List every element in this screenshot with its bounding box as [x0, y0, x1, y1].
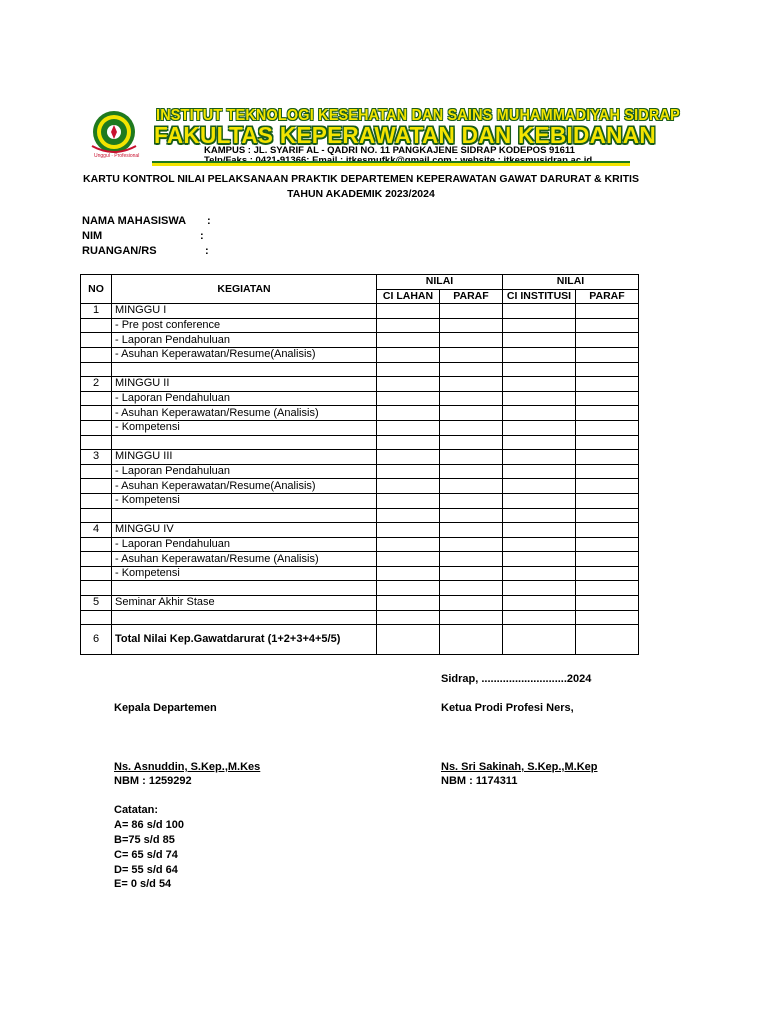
ruangan-colon: :	[205, 245, 209, 257]
row-no	[81, 435, 112, 450]
nim-label: NIM	[82, 230, 103, 242]
ci-lahan-cell[interactable]	[377, 333, 440, 348]
row-no	[81, 391, 112, 406]
ci-institusi-cell[interactable]	[503, 508, 576, 523]
paraf-lahan-cell[interactable]	[440, 377, 503, 392]
row-kegiatan: MINGGU I	[112, 304, 377, 319]
paraf-institusi-cell[interactable]	[576, 318, 639, 333]
ci-institusi-cell[interactable]	[503, 537, 576, 552]
paraf-institusi-cell[interactable]	[576, 450, 639, 465]
paraf-lahan-cell[interactable]	[440, 610, 503, 625]
paraf-lahan-cell[interactable]	[440, 508, 503, 523]
paraf-institusi-cell[interactable]	[576, 566, 639, 581]
ci-institusi-cell[interactable]	[503, 450, 576, 465]
header-paraf-institusi: PARAF	[576, 289, 639, 304]
paraf-lahan-cell[interactable]	[440, 318, 503, 333]
ci-institusi-cell[interactable]	[503, 479, 576, 494]
ci-institusi-cell[interactable]	[503, 420, 576, 435]
table-row	[81, 347, 639, 362]
table-row-total	[81, 625, 639, 655]
header-ci-lahan: CI LAHAN	[377, 289, 440, 304]
row-kegiatan: - Laporan Pendahuluan	[112, 391, 377, 406]
institution-name: INSTITUT TEKNOLOGI KESEHATAN DAN SAINS MUHAMMADIYAH SIDRAP	[156, 107, 680, 124]
row-kegiatan: - Asuhan Keperawatan/Resume (Analisis)	[112, 552, 377, 567]
paraf-lahan-cell[interactable]	[440, 581, 503, 596]
paraf-institusi-cell[interactable]	[576, 347, 639, 362]
row-no: 2	[81, 377, 112, 392]
total-ci-institusi-cell[interactable]	[503, 625, 576, 655]
total-paraf-institusi-cell[interactable]	[576, 625, 639, 655]
paraf-lahan-cell[interactable]	[440, 420, 503, 435]
table-row	[81, 318, 639, 333]
paraf-institusi-cell[interactable]	[576, 493, 639, 508]
table-row	[81, 566, 639, 581]
row-no	[81, 464, 112, 479]
table-row	[81, 333, 639, 348]
total-no: 6	[81, 625, 112, 655]
paraf-lahan-cell[interactable]	[440, 552, 503, 567]
right-signatory-nbm: NBM : 1174311	[441, 775, 518, 787]
paraf-institusi-cell[interactable]	[576, 610, 639, 625]
ci-institusi-cell[interactable]	[503, 610, 576, 625]
row-no: 3	[81, 450, 112, 465]
table-row	[81, 304, 639, 319]
row-kegiatan	[112, 362, 377, 377]
paraf-institusi-cell[interactable]	[576, 479, 639, 494]
paraf-lahan-cell[interactable]	[440, 523, 503, 538]
row-no	[81, 318, 112, 333]
ci-lahan-cell[interactable]	[377, 362, 440, 377]
header-kegiatan: KEGIATAN	[112, 275, 377, 304]
grade-note-b: B=75 s/d 85	[114, 834, 175, 846]
row-no	[81, 333, 112, 348]
table-row	[81, 610, 639, 625]
row-kegiatan: - Asuhan Keperawatan/Resume(Analisis)	[112, 347, 377, 362]
row-no	[81, 552, 112, 567]
ci-lahan-cell[interactable]	[377, 552, 440, 567]
grade-note-e: E= 0 s/d 54	[114, 878, 172, 890]
paraf-lahan-cell[interactable]	[440, 493, 503, 508]
header-paraf-lahan: PARAF	[440, 289, 503, 304]
ci-lahan-cell[interactable]	[377, 596, 440, 611]
ci-institusi-cell[interactable]	[503, 318, 576, 333]
table-row	[81, 537, 639, 552]
paraf-institusi-cell[interactable]	[576, 406, 639, 421]
paraf-lahan-cell[interactable]	[440, 406, 503, 421]
paraf-lahan-cell[interactable]	[440, 304, 503, 319]
paraf-institusi-cell[interactable]	[576, 420, 639, 435]
table-row	[81, 420, 639, 435]
table-row	[81, 435, 639, 450]
row-no	[81, 420, 112, 435]
table-row	[81, 391, 639, 406]
paraf-lahan-cell[interactable]	[440, 537, 503, 552]
table-row	[81, 406, 639, 421]
paraf-lahan-cell[interactable]	[440, 347, 503, 362]
left-signatory-name: Ns. Asnuddin, S.Kep.,M.Kes	[114, 761, 261, 773]
row-kegiatan: - Kompetensi	[112, 493, 377, 508]
table-row	[81, 493, 639, 508]
ci-lahan-cell[interactable]	[377, 406, 440, 421]
row-no: 5	[81, 596, 112, 611]
ci-lahan-cell[interactable]	[377, 479, 440, 494]
table-body	[81, 304, 639, 655]
table-row	[81, 508, 639, 523]
ci-institusi-cell[interactable]	[503, 362, 576, 377]
paraf-institusi-cell[interactable]	[576, 391, 639, 406]
right-signatory-name: Ns. Sri Sakinah, S.Kep.,M.Kep	[441, 761, 598, 773]
row-no	[81, 493, 112, 508]
row-no: 1	[81, 304, 112, 319]
ci-institusi-cell[interactable]	[503, 566, 576, 581]
ci-lahan-cell[interactable]	[377, 391, 440, 406]
row-no: 4	[81, 523, 112, 538]
paraf-lahan-cell[interactable]	[440, 566, 503, 581]
row-no	[81, 566, 112, 581]
row-kegiatan: Seminar Akhir Stase	[112, 596, 377, 611]
ci-institusi-cell[interactable]	[503, 596, 576, 611]
paraf-institusi-cell[interactable]	[576, 304, 639, 319]
nama-mahasiswa-label: NAMA MAHASISWA	[82, 215, 187, 227]
table-row	[81, 377, 639, 392]
paraf-lahan-cell[interactable]	[440, 391, 503, 406]
row-kegiatan: - Asuhan Keperawatan/Resume (Analisis)	[112, 406, 377, 421]
table-row	[81, 581, 639, 596]
ci-lahan-cell[interactable]	[377, 450, 440, 465]
ci-lahan-cell[interactable]	[377, 347, 440, 362]
header-nilai-ci-lahan: NILAI	[377, 275, 503, 290]
row-kegiatan	[112, 581, 377, 596]
nim-colon: :	[200, 230, 204, 242]
nama-colon: :	[207, 215, 211, 227]
ci-lahan-cell[interactable]	[377, 318, 440, 333]
row-no	[81, 537, 112, 552]
ci-lahan-cell[interactable]	[377, 537, 440, 552]
paraf-institusi-cell[interactable]	[576, 552, 639, 567]
table-row	[81, 552, 639, 567]
total-ci-lahan-cell[interactable]	[377, 625, 440, 655]
row-kegiatan	[112, 435, 377, 450]
header-nilai-ci-institusi: NILAI	[503, 275, 639, 290]
ci-institusi-cell[interactable]	[503, 581, 576, 596]
ci-lahan-cell[interactable]	[377, 508, 440, 523]
header-ci-institusi: CI INSTITUSI	[503, 289, 576, 304]
paraf-institusi-cell[interactable]	[576, 377, 639, 392]
paraf-institusi-cell[interactable]	[576, 333, 639, 348]
row-kegiatan: - Kompetensi	[112, 420, 377, 435]
ci-lahan-cell[interactable]	[377, 435, 440, 450]
paraf-institusi-cell[interactable]	[576, 464, 639, 479]
row-kegiatan: - Laporan Pendahuluan	[112, 333, 377, 348]
ci-lahan-cell[interactable]	[377, 420, 440, 435]
table-row	[81, 450, 639, 465]
ci-institusi-cell[interactable]	[503, 523, 576, 538]
ci-lahan-cell[interactable]	[377, 566, 440, 581]
ci-institusi-cell[interactable]	[503, 304, 576, 319]
grade-note-c: C= 65 s/d 74	[114, 849, 178, 861]
row-kegiatan: MINGGU II	[112, 377, 377, 392]
ci-institusi-cell[interactable]	[503, 377, 576, 392]
paraf-institusi-cell[interactable]	[576, 581, 639, 596]
ci-institusi-cell[interactable]	[503, 347, 576, 362]
table-row	[81, 596, 639, 611]
ci-lahan-cell[interactable]	[377, 377, 440, 392]
faculty-name: FAKULTAS KEPERAWATAN DAN KEBIDANAN	[154, 122, 656, 148]
campus-address: KAMPUS : JL. SYARIF AL - QADRI NO. 11 PANGKAJENE SIDRAP KODEPOS 91611	[204, 145, 575, 156]
row-kegiatan: - Laporan Pendahuluan	[112, 537, 377, 552]
row-kegiatan: - Asuhan Keperawatan/Resume(Analisis)	[112, 479, 377, 494]
paraf-institusi-cell[interactable]	[576, 435, 639, 450]
ci-institusi-cell[interactable]	[503, 493, 576, 508]
notes-label: Catatan:	[114, 804, 159, 816]
paraf-institusi-cell[interactable]	[576, 523, 639, 538]
left-signatory-title: Kepala Departemen	[114, 702, 217, 714]
ci-lahan-cell[interactable]	[377, 493, 440, 508]
row-no	[81, 347, 112, 362]
paraf-institusi-cell[interactable]	[576, 508, 639, 523]
table-row	[81, 479, 639, 494]
ci-lahan-cell[interactable]	[377, 523, 440, 538]
row-no	[81, 581, 112, 596]
row-no	[81, 406, 112, 421]
row-kegiatan: MINGGU IV	[112, 523, 377, 538]
row-no	[81, 362, 112, 377]
grade-note-d: D= 55 s/d 64	[114, 864, 178, 876]
logo-motto: Unggul · Profesional	[94, 153, 140, 159]
place-date: Sidrap, ............................2024	[441, 673, 592, 685]
ci-lahan-cell[interactable]	[377, 464, 440, 479]
paraf-lahan-cell[interactable]	[440, 596, 503, 611]
header-no: NO	[81, 275, 112, 304]
paraf-lahan-cell[interactable]	[440, 464, 503, 479]
letterhead-divider-yellow	[152, 163, 630, 166]
grade-control-table	[80, 274, 639, 655]
ci-lahan-cell[interactable]	[377, 304, 440, 319]
row-kegiatan: - Kompetensi	[112, 566, 377, 581]
table-row	[81, 523, 639, 538]
paraf-lahan-cell[interactable]	[440, 479, 503, 494]
table-row	[81, 362, 639, 377]
left-signatory-nbm: NBM : 1259292	[114, 775, 192, 787]
paraf-lahan-cell[interactable]	[440, 333, 503, 348]
institution-logo	[80, 108, 152, 164]
academic-year: TAHUN AKADEMIK 2023/2024	[287, 188, 435, 200]
paraf-lahan-cell[interactable]	[440, 450, 503, 465]
ci-lahan-cell[interactable]	[377, 610, 440, 625]
row-kegiatan	[112, 610, 377, 625]
total-paraf-lahan-cell[interactable]	[440, 625, 503, 655]
paraf-institusi-cell[interactable]	[576, 596, 639, 611]
document-title: KARTU KONTROL NILAI PELAKSANAAN PRAKTIK DEPARTEMEN KEPERAWATAN GAWAT DARURAT & KRITIS	[83, 173, 639, 185]
total-kegiatan: Total Nilai Kep.Gawatdarurat (1+2+3+4+5/5)	[112, 625, 377, 655]
row-kegiatan: MINGGU III	[112, 450, 377, 465]
row-kegiatan	[112, 508, 377, 523]
ci-institusi-cell[interactable]	[503, 391, 576, 406]
row-no	[81, 610, 112, 625]
ci-institusi-cell[interactable]	[503, 464, 576, 479]
paraf-institusi-cell[interactable]	[576, 362, 639, 377]
ci-institusi-cell[interactable]	[503, 333, 576, 348]
row-no	[81, 508, 112, 523]
row-kegiatan: - Laporan Pendahuluan	[112, 464, 377, 479]
ci-institusi-cell[interactable]	[503, 552, 576, 567]
ci-institusi-cell[interactable]	[503, 406, 576, 421]
table-row	[81, 464, 639, 479]
paraf-lahan-cell[interactable]	[440, 435, 503, 450]
ruangan-label: RUANGAN/RS	[82, 245, 157, 257]
ci-institusi-cell[interactable]	[503, 435, 576, 450]
row-no	[81, 479, 112, 494]
paraf-lahan-cell[interactable]	[440, 362, 503, 377]
row-kegiatan: - Pre post conference	[112, 318, 377, 333]
ci-lahan-cell[interactable]	[377, 581, 440, 596]
right-signatory-title: Ketua Prodi Profesi Ners,	[441, 702, 574, 714]
paraf-institusi-cell[interactable]	[576, 537, 639, 552]
grade-note-a: A= 86 s/d 100	[114, 819, 185, 831]
